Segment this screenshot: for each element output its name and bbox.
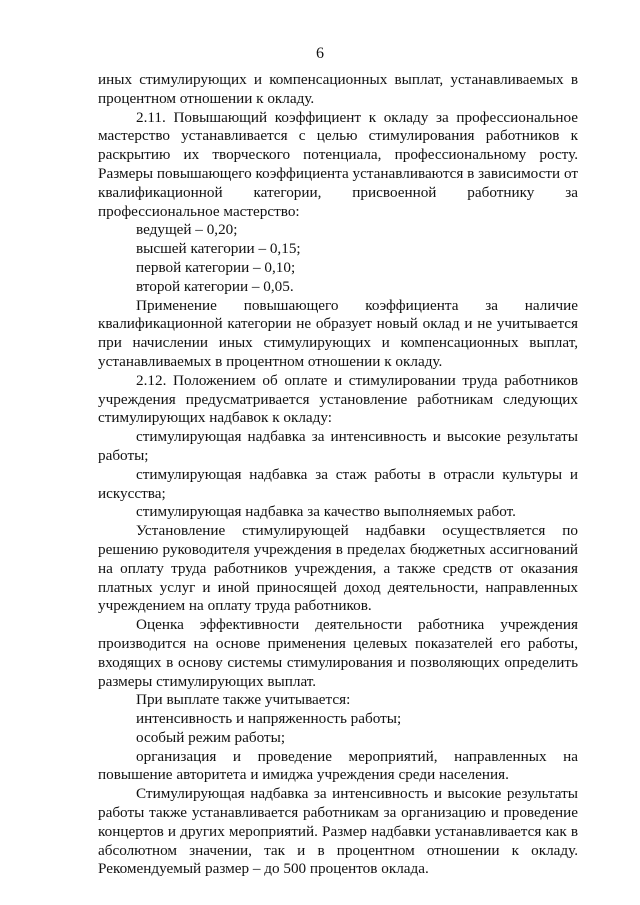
paragraph: Применение повышающего коэффициента за наличие квалификационной категории не образует новый оклад и не учитывается при начислении иных стимулирующих и компенсационных выплат, устанавливаемых в процентном отношении к окладу. <box>98 296 578 370</box>
paragraph-2-11: 2.11. Повышающий коэффициент к окладу за профессиональное мастерство устанавливается с целью стимулирования работников к раскрытию их творческого потенциала, профессиональному росту. Размеры повышающего коэффициента устанавливаются в зависимости от квалификационной категории, присвоенной работнику за профессиональное мастерство: <box>98 108 578 220</box>
list-item: стимулирующая надбавка за стаж работы в отрасли культуры и искусства; <box>98 465 578 502</box>
list-item: первой категории – 0,10; <box>136 258 296 276</box>
list-item: организация и проведение мероприятий, направленных на повышение авторитета и имиджа учреждения среди населения. <box>98 747 578 784</box>
list-item: стимулирующая надбавка за качество выполняемых работ. <box>136 503 516 521</box>
list-item: особый режим работы; <box>136 728 286 746</box>
list-item: ведущей – 0,20; <box>136 221 238 239</box>
list-item: стимулирующая надбавка за интенсивность и высокие результаты работы; <box>98 428 578 464</box>
paragraph-2-12: 2.12. Положением об оплате и стимулировании труда работников учреждения предусматривается установление работникам следующих стимулирующих надбавок к окладу: <box>98 371 578 427</box>
paragraph: Установление стимулирующей надбавки осуществляется по решению руководителя учреждения в пределах бюджетных ассигнований на оплату труда работников учреждения, а также средств от оказания платных услуг и иной приносящей доход деятельности, направленных учреждением на оплату труда работников. <box>98 522 578 615</box>
paragraph: иных стимулирующих и компенсационных выплат, устанавливаемых в процентном отношении к окладу. <box>98 71 578 107</box>
list-item: высшей категории – 0,15; <box>136 240 301 258</box>
page-number: 6 <box>316 45 324 62</box>
paragraph: Стимулирующая надбавка за интенсивность и высокие результаты работы также устанавливается работникам за организацию и проведение концертов и других мероприятий. Размер надбавки устанавливается как в абсолютном значении, так и в процентном отношении к окладу. Рекомендуемый размер – до 500 процентов оклада. <box>98 785 578 878</box>
document-body <box>98 71 578 879</box>
paragraph: При выплате также учитывается: <box>136 691 351 709</box>
list-item: интенсивность и напряженность работы; <box>136 710 402 728</box>
paragraph: Оценка эффективности деятельности работника учреждения производится на основе применения целевых показателей его работы, входящих в основу системы стимулирования и позволяющих определить размеры стимулирующих выплат. <box>98 616 578 690</box>
list-item: второй категории – 0,05. <box>136 277 294 295</box>
